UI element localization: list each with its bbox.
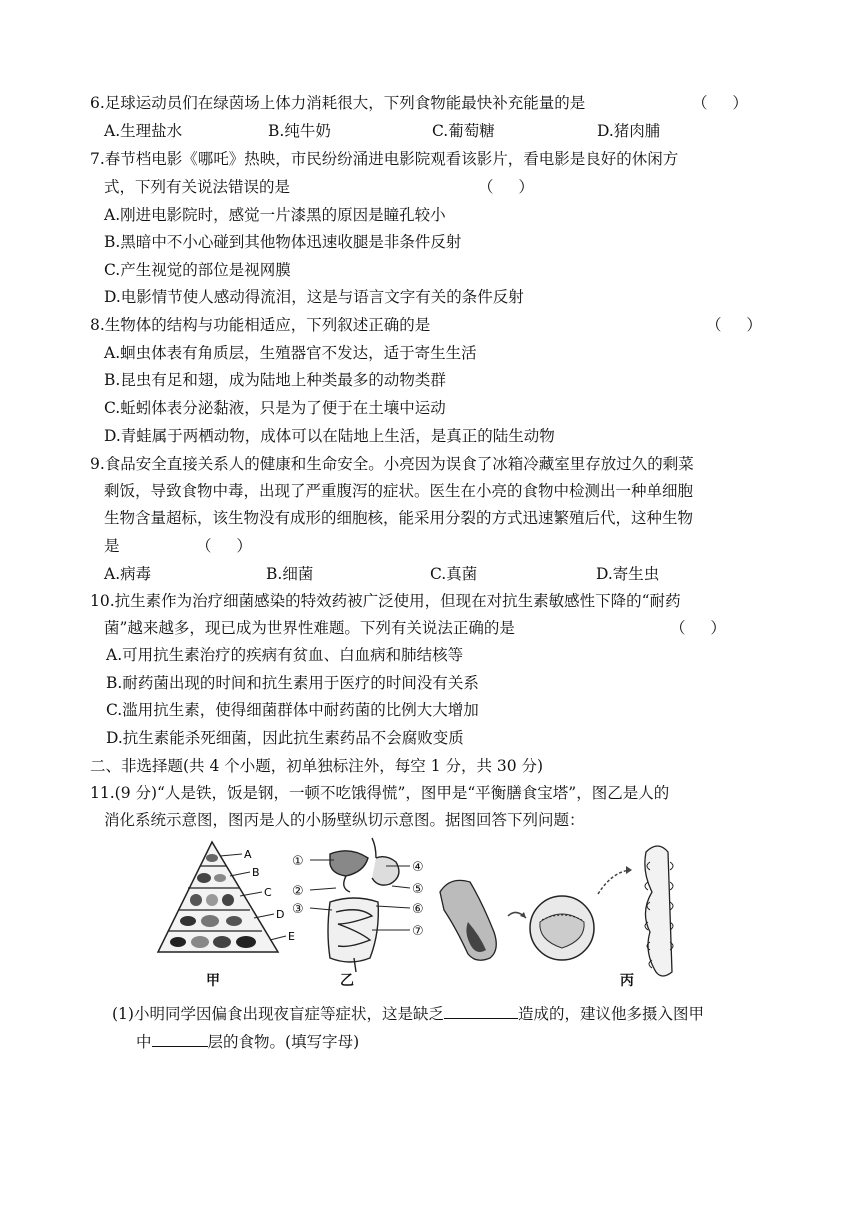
q10-stem-line2: 菌”越来越多，现已成为世界性难题。下列有关说法正确的是 (104, 619, 515, 637)
caption-jia: 甲 (206, 973, 220, 989)
q7-answer-paren[interactable]: （ ） (478, 178, 544, 196)
organ-label-6: ⑥ (412, 902, 424, 917)
q11-figure (150, 832, 790, 990)
organ-label-7: ⑦ (412, 924, 424, 939)
q6-option-c: C.葡萄糖 (432, 122, 495, 140)
q10-option-d: D.抗生素能杀死细菌，因此抗生素药品不会腐败变质 (106, 729, 464, 747)
organ-label-3: ③ (292, 902, 304, 917)
q9-stem-line4: 是 (104, 537, 120, 555)
q7-stem-line2: 式，下列有关说法错误的是 (104, 178, 291, 196)
q11-stem-line2: 消化系统示意图，图丙是人的小肠壁纵切示意图。据图回答下列问题： (104, 811, 585, 829)
digestive-system (328, 838, 399, 972)
organ-label-2: ② (292, 884, 304, 899)
pyramid-label-e: E (288, 930, 295, 943)
q9-option-d: D.寄生虫 (596, 565, 660, 583)
q9-stem-line1: 9.食品安全直接关系人的健康和生命安全。小亮因为误食了冰箱冷藏室里存放过久的剩菜 (90, 455, 694, 473)
small-intestine-section (440, 846, 673, 976)
q11-sub1-line1 (112, 1002, 704, 1024)
q6-option-b: B.纯牛奶 (268, 122, 331, 140)
q10-option-b: B.耐药菌出现的时间和抗生素用于医疗的时间没有关系 (106, 674, 479, 692)
pyramid-label-a: A (244, 848, 252, 861)
q6-answer-paren[interactable]: （ ） (692, 94, 758, 112)
q7-option-d: D.电影情节使人感动得流泪，这是与语言文字有关的条件反射 (104, 288, 524, 306)
pyramid-label-d: D (276, 908, 285, 921)
q11-sub1-text-b: 造成的，建议他多摄入图甲 (517, 1005, 704, 1023)
q9-option-a: A.病毒 (104, 565, 152, 583)
q8-option-a: A.蛔虫体表有角质层，生殖器官不发达，适于寄生生活 (104, 344, 477, 362)
q9-option-c: C.真菌 (430, 565, 478, 583)
organ-label-4: ④ (412, 860, 424, 875)
caption-bing: 丙 (620, 973, 634, 989)
q11-sub1-line2 (136, 1030, 359, 1052)
q9-option-b: B.细菌 (266, 565, 314, 583)
q8-stem: 8.生物体的结构与功能相适应，下列叙述正确的是 (90, 316, 431, 334)
pyramid-label-c: C (264, 886, 272, 899)
q9-stem-line2: 剩饭，导致食物中毒，出现了严重腹泻的症状。医生在小亮的食物中检测出一种单细胞 (104, 482, 694, 500)
q10-stem-line1: 10.抗生素作为治疗细菌感染的特效药被广泛使用，但现在对抗生素敏感性下降的“耐药 (90, 592, 681, 610)
q10-answer-paren[interactable]: （ ） (670, 619, 736, 637)
q8-option-d: D.青蛙属于两栖动物，成体可以在陆地上生活，是真正的陆生动物 (104, 427, 555, 445)
q8-option-b: B.昆虫有足和翅，成为陆地上种类最多的动物类群 (104, 371, 446, 389)
q9-stem-line3: 生物含量超标，该生物没有成形的细胞核，能采用分裂的方式迅速繁殖后代，这种生物 (104, 509, 694, 527)
section-2-heading: 二、非选择题(共 4 个小题，初单独标注外，每空 1 分，共 30 分) (90, 757, 544, 775)
q6-option-d: D.猪肉脯 (597, 122, 661, 140)
q11-sub1-text-a: (1)小明同学因偏食出现夜盲症等症状，这是缺乏 (112, 1005, 444, 1023)
q7-option-b: B.黑暗中不小心碰到其他物体迅速收腿是非条件反射 (104, 233, 462, 251)
q7-option-c: C.产生视觉的部位是视网膜 (104, 261, 291, 279)
q11-sub1-blank-layer[interactable] (152, 1030, 208, 1047)
q6-option-a: A.生理盐水 (104, 122, 183, 140)
organ-label-1: ① (292, 854, 304, 869)
pyramid-label-b: B (252, 866, 260, 879)
q7-stem-line1: 7.春节档电影《哪吒》热映，市民纷纷涌进电影院观看该影片，看电影是良好的休闲方 (90, 150, 679, 168)
organ-label-5: ⑤ (412, 882, 424, 897)
q10-option-c: C.滥用抗生素，使得细菌群体中耐药菌的比例大大增加 (106, 701, 479, 719)
diet-digestion-figure (150, 832, 790, 990)
q10-option-a: A.可用抗生素治疗的疾病有贫血、白血病和肺结核等 (106, 646, 464, 664)
q9-answer-paren[interactable]: （ ） (196, 537, 262, 555)
q6-stem: 6.足球运动员们在绿茵场上体力消耗很大，下列食物能最快补充能量的是 (90, 94, 586, 112)
q8-answer-paren[interactable]: （ ） (706, 316, 772, 334)
q11-sub1-blank-nutrient[interactable] (444, 1002, 518, 1019)
q8-option-c: C.蚯蚓体表分泌黏液，只是为了便于在土壤中运动 (104, 399, 446, 417)
caption-yi: 乙 (340, 973, 354, 989)
q11-sub1-text-c: 中 (136, 1033, 152, 1051)
q11-sub1-text-d: 层的食物。(填写字母) (207, 1033, 360, 1051)
q7-option-a: A.刚进电影院时，感觉一片漆黑的原因是瞳孔较小 (104, 206, 446, 224)
q11-stem-line1: 11.(9 分)“人是铁，饭是钢，一顿不吃饿得慌”，图甲是“平衡膳食宝塔”，图乙是人的 (90, 784, 670, 802)
